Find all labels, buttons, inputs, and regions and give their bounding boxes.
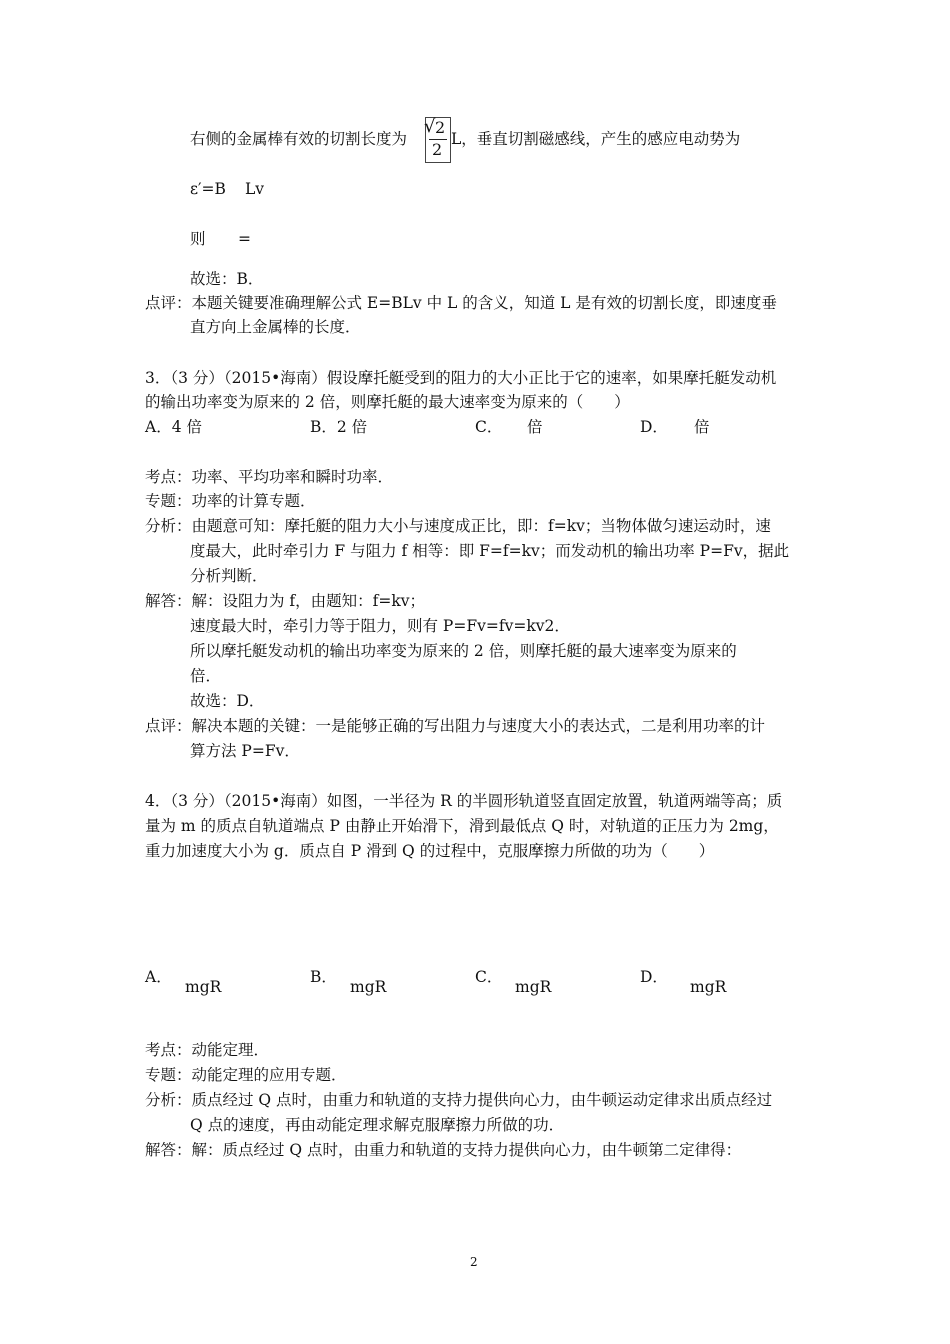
q4-stem-1: 4．（3 分）（2015•海南）如图，一半径为 R 的半圆形轨道竖直固定放置，轨道两端等高；质 — [145, 792, 783, 810]
q3-kaodian: 考点：功率、平均功率和瞬时功率． — [145, 468, 394, 486]
q3-stem-1: 3．（3 分）（2015•海南）假设摩托艇受到的阻力的大小正比于它的速率，如果摩托艇发动机 — [145, 369, 777, 387]
top-conclusion: 故选：B． — [190, 270, 264, 288]
q3-jieda-2: 速度最大时，牵引力等于阻力，则有 P=Fv=fv=kv2． — [190, 617, 570, 635]
q3-zhuanti: 专题：功率的计算专题． — [145, 492, 316, 510]
top-comment-1: 点评：本题关键要准确理解公式 E=BLv 中 L 的含义，知道 L 是有效的切割长度，即速度垂 — [145, 294, 777, 312]
q4-option-a: A． — [145, 968, 172, 986]
top-line-1-post: L，垂直切割磁感线，产生的感应电动势为 — [451, 130, 741, 148]
q4-option-c: C． — [475, 968, 503, 986]
q4-option-d-value: mgR — [690, 978, 727, 996]
q3-option-a: A．4 倍 — [145, 418, 202, 436]
emf-left: ε′=B — [190, 180, 226, 198]
q4-stem-2: 量为 m 的质点自轨道端点 P 由静止开始滑下，滑到最低点 Q 时，对轨道的正压力为 2mg， — [145, 817, 779, 835]
q3-option-c: C． — [475, 418, 503, 436]
sqrt-icon: √ — [424, 116, 436, 137]
q3-option-d-tail: 倍 — [694, 418, 710, 436]
q3-pingping-1: 点评：解决本题的关键：一是能够正确的写出阻力与速度大小的表达式，二是利用功率的计 — [145, 717, 766, 735]
q4-fenxi-2: Q 点的速度，再由动能定理求解克服摩擦力所做的功． — [190, 1116, 565, 1134]
q3-jieda-1: 解答：解：设阻力为 f，由题知：f=kv； — [145, 592, 426, 610]
q3-option-b: B．2 倍 — [310, 418, 368, 436]
q4-zhuanti: 专题：动能定理的应用专题． — [145, 1066, 347, 1084]
q3-option-d: D． — [640, 418, 668, 436]
q3-fenxi-2: 度最大，此时牵引力 F 与阻力 f 相等：即 F=f=kv；而发动机的输出功率 P=Fv，据此 — [190, 542, 790, 560]
q3-stem-2: 的输出功率变为原来的 2 倍，则摩托艇的最大速率变为原来的（ ） — [145, 393, 630, 411]
q4-option-b: B． — [310, 968, 337, 986]
q3-pingping-2: 算方法 P=Fv． — [190, 742, 300, 760]
sqrt2-over-2-fraction — [425, 117, 451, 163]
q4-option-b-value: mgR — [350, 978, 387, 996]
fraction-denominator: 2 — [432, 140, 443, 159]
q3-jieda-3: 所以摩托艇发动机的输出功率变为原来的 2 倍，则摩托艇的最大速率变为原来的 — [190, 642, 737, 660]
q4-stem-3: 重力加速度大小为 g．质点自 P 滑到 Q 的过程中，克服摩擦力所做的功为（ ） — [145, 842, 715, 860]
q3-fenxi-3: 分析判断． — [190, 567, 268, 585]
q4-kaodian: 考点：动能定理． — [145, 1041, 270, 1059]
q4-option-c-value: mgR — [515, 978, 552, 996]
top-line-1-pre: 右侧的金属棒有效的切割长度为 — [190, 130, 408, 148]
fraction-numerator: 2 — [435, 118, 446, 137]
equals-sign: = — [238, 230, 251, 248]
q3-option-c-tail: 倍 — [527, 418, 543, 436]
q4-option-d: D． — [640, 968, 668, 986]
q3-fenxi-1: 分析：由题意可知：摩托艇的阻力大小与速度成正比，即：f=kv；当物体做匀速运动时，速 — [145, 517, 771, 535]
q4-jieda-1: 解答：解：质点经过 Q 点时，由重力和轨道的支持力提供向心力，由牛顿第二定律得： — [145, 1141, 742, 1159]
q3-jieda-4: 倍． — [190, 667, 222, 685]
q3-jieda-5: 故选：D． — [190, 692, 265, 710]
page-number: 2 — [470, 1255, 478, 1269]
top-comment-2: 直方向上金属棒的长度． — [190, 318, 361, 336]
q4-option-a-value: mgR — [185, 978, 222, 996]
ze-label: 则 — [190, 230, 206, 248]
q4-fenxi-1: 分析：质点经过 Q 点时，由重力和轨道的支持力提供向心力，由牛顿运动定律求出质点经过 — [145, 1091, 773, 1109]
emf-right: Lv — [245, 180, 265, 198]
